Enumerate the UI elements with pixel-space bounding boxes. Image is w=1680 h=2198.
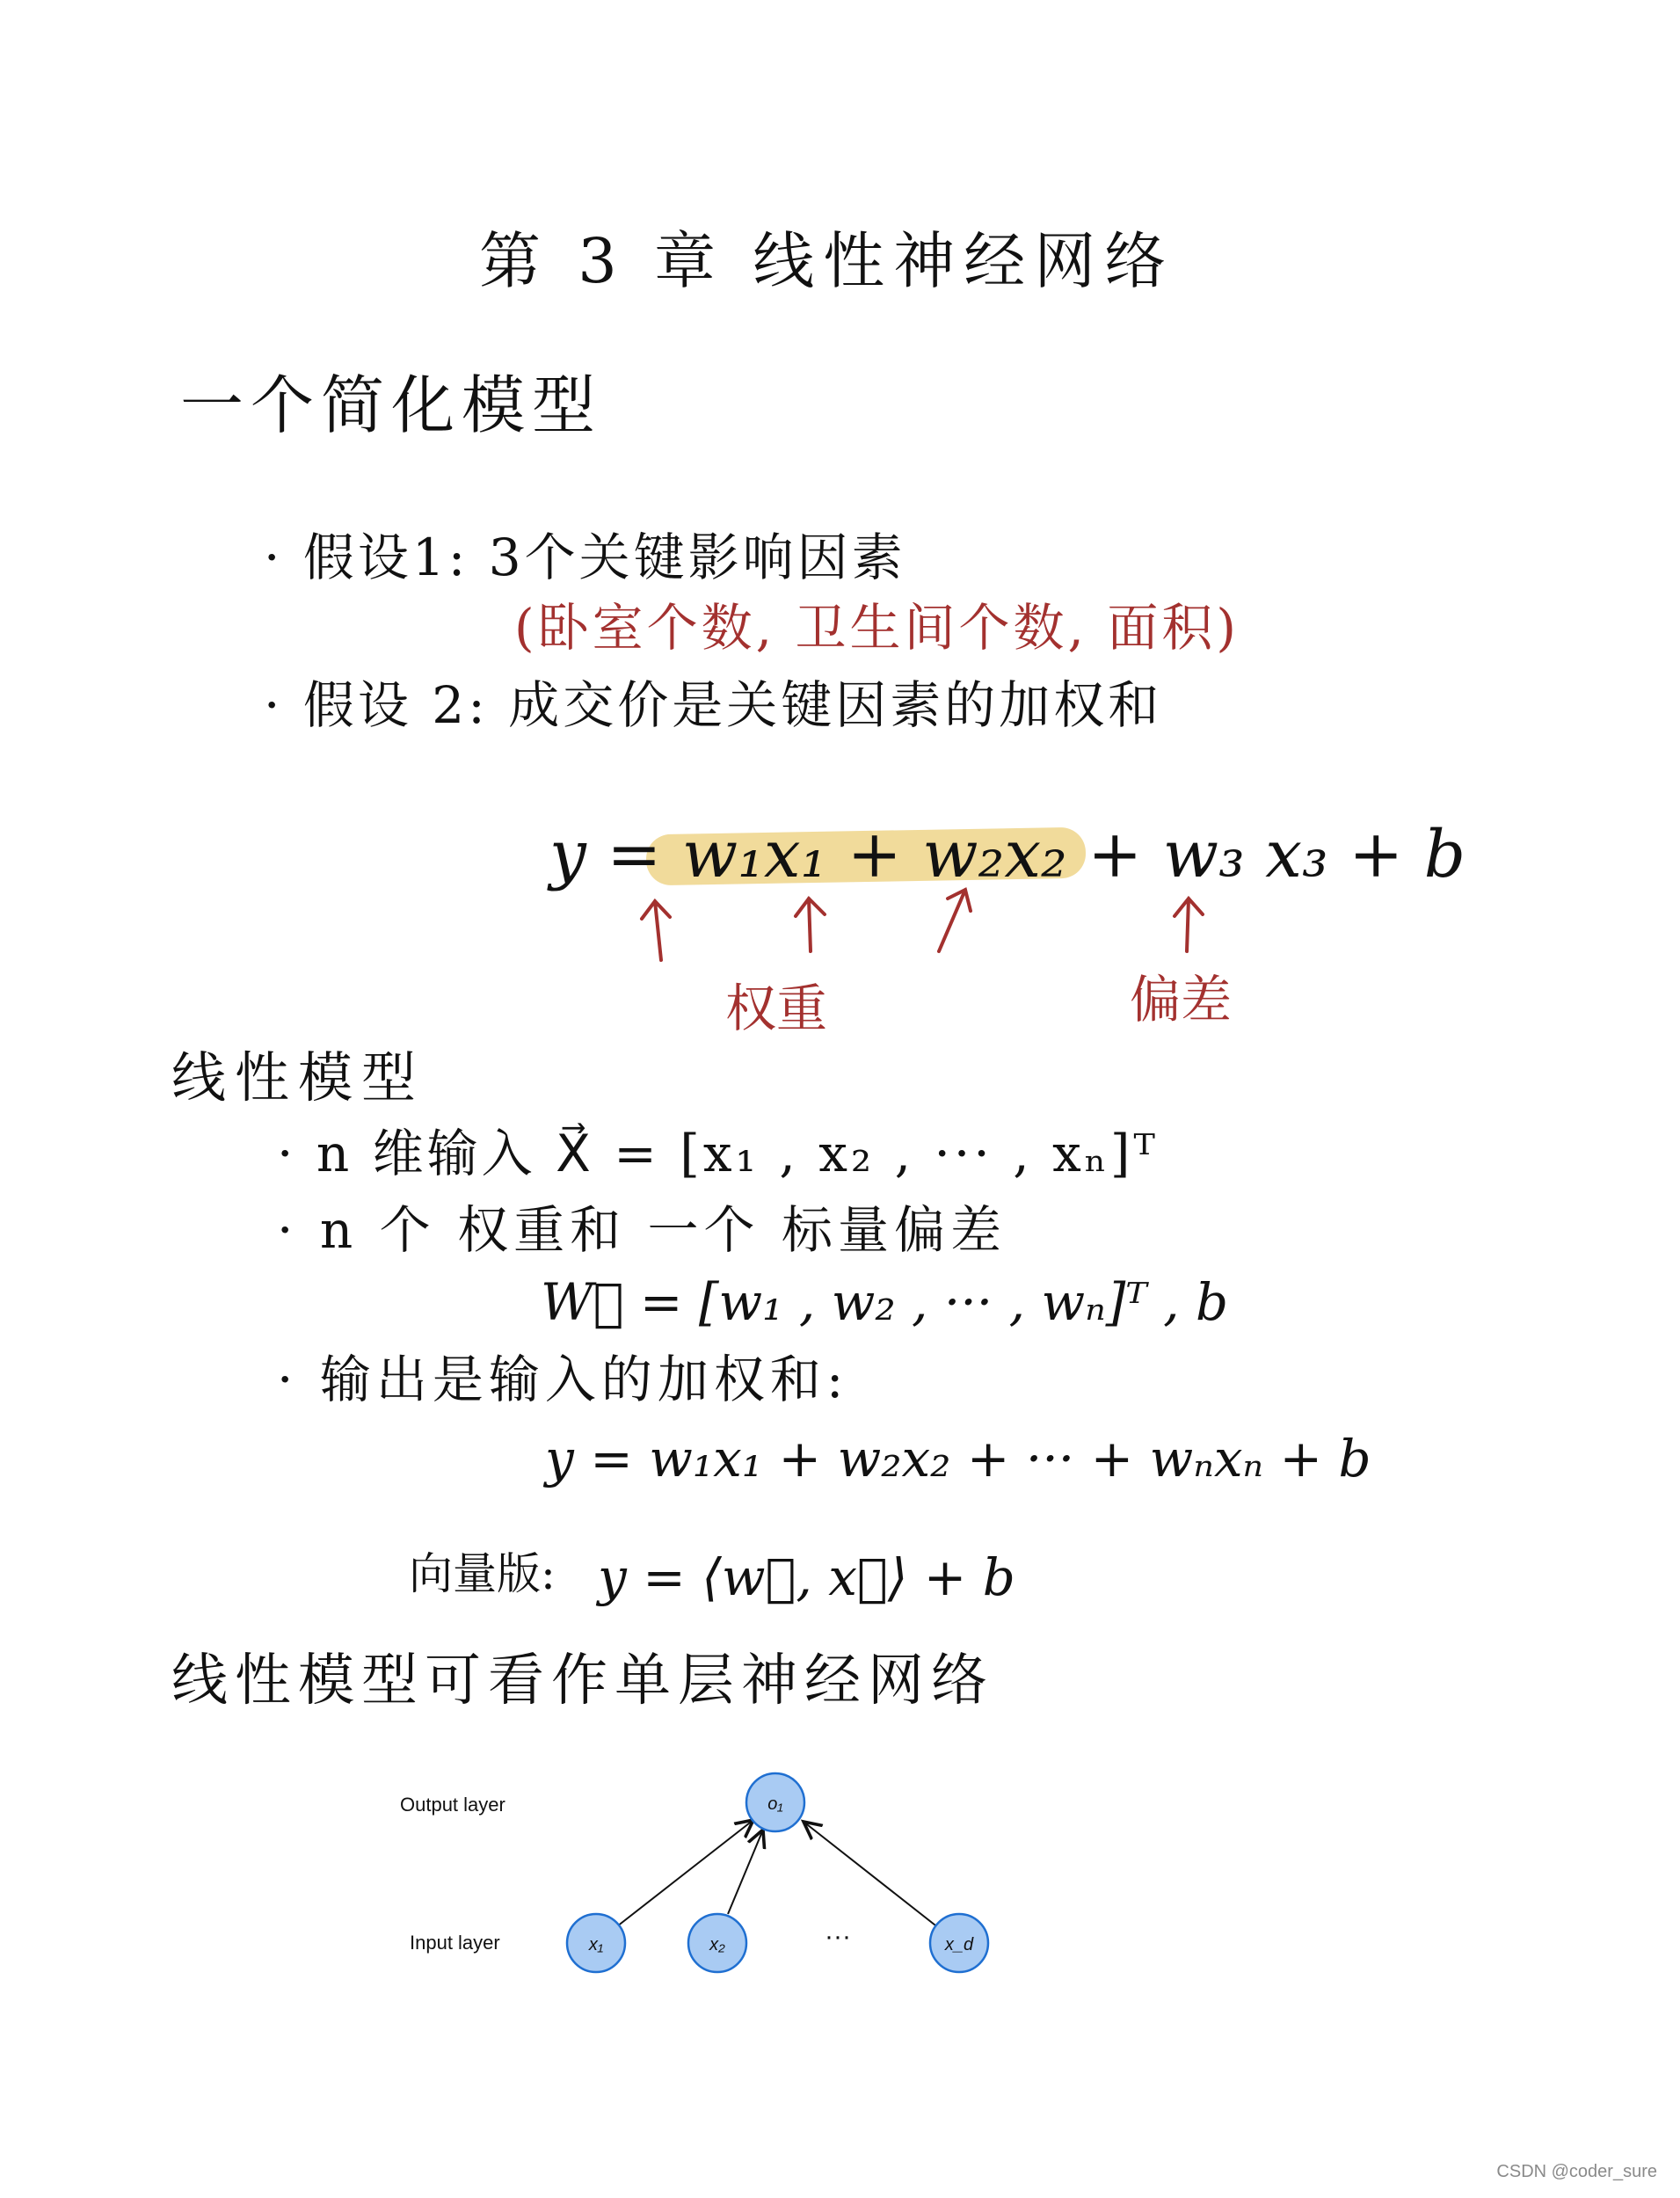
equation-weighted-sum: y = w₁x₁ + w₂x₂ + w₃ x₃ + b (549, 817, 1466, 892)
bullet-output: · 输出是输入的加权和: (277, 1350, 849, 1409)
label-weights: 权重 (725, 979, 828, 1038)
assumption-1-detail: (卧室个数, 卫生间个数, 面积) (514, 598, 1240, 658)
watermark: CSDN @coder_sure (1496, 2162, 1657, 2181)
bullet-weights-bias: · n 个 权重和 一个 标量偏差 (277, 1200, 1007, 1260)
section-heading-simple-model: 一个简化模型 (180, 368, 603, 442)
input-layer-label: Input layer (410, 1932, 500, 1954)
equation-output: y = w₁x₁ + w₂x₂ + ··· + wₙxₙ + b (545, 1429, 1371, 1488)
input-node-label-xd: x_d (944, 1935, 974, 1954)
vector-version-label: 向量版: (409, 1548, 556, 1599)
output-node-label: o₁ (767, 1794, 783, 1814)
weights-vector: W⃗ = [w₁ , w₂ , ··· , wₙ]ᵀ , b (541, 1272, 1229, 1332)
input-node-label-x1: x₁ (588, 1935, 604, 1954)
edge-xd-o1 (804, 1822, 939, 1928)
vector-version-equation: y = ⟨w⃗, x⃗⟩ + b (598, 1547, 1015, 1607)
section-heading-linear-model: 线性模型 (171, 1045, 425, 1110)
bullet-input-vector: · n 维输入 X⃗ = [x₁ , x₂ , ··· , xₙ]ᵀ (277, 1124, 1159, 1183)
input-ellipsis: ··· (825, 1922, 851, 1951)
section-heading-single-layer: 线性模型可看作单层神经网络 (171, 1648, 994, 1714)
assumption-1: · 假设1: 3个关键影响因素 (264, 528, 906, 587)
edge-x2-o1 (728, 1830, 763, 1914)
input-node-label-x2: x₂ (709, 1935, 725, 1954)
label-bias: 偏差 (1130, 970, 1233, 1030)
assumption-2: · 假设 2: 成交价是关键因素的加权和 (264, 675, 1163, 735)
edge-x1-o1 (617, 1820, 753, 1926)
output-layer-label: Output layer (400, 1794, 505, 1816)
page-title: 第 3 章 线性神经网络 (479, 225, 1175, 297)
